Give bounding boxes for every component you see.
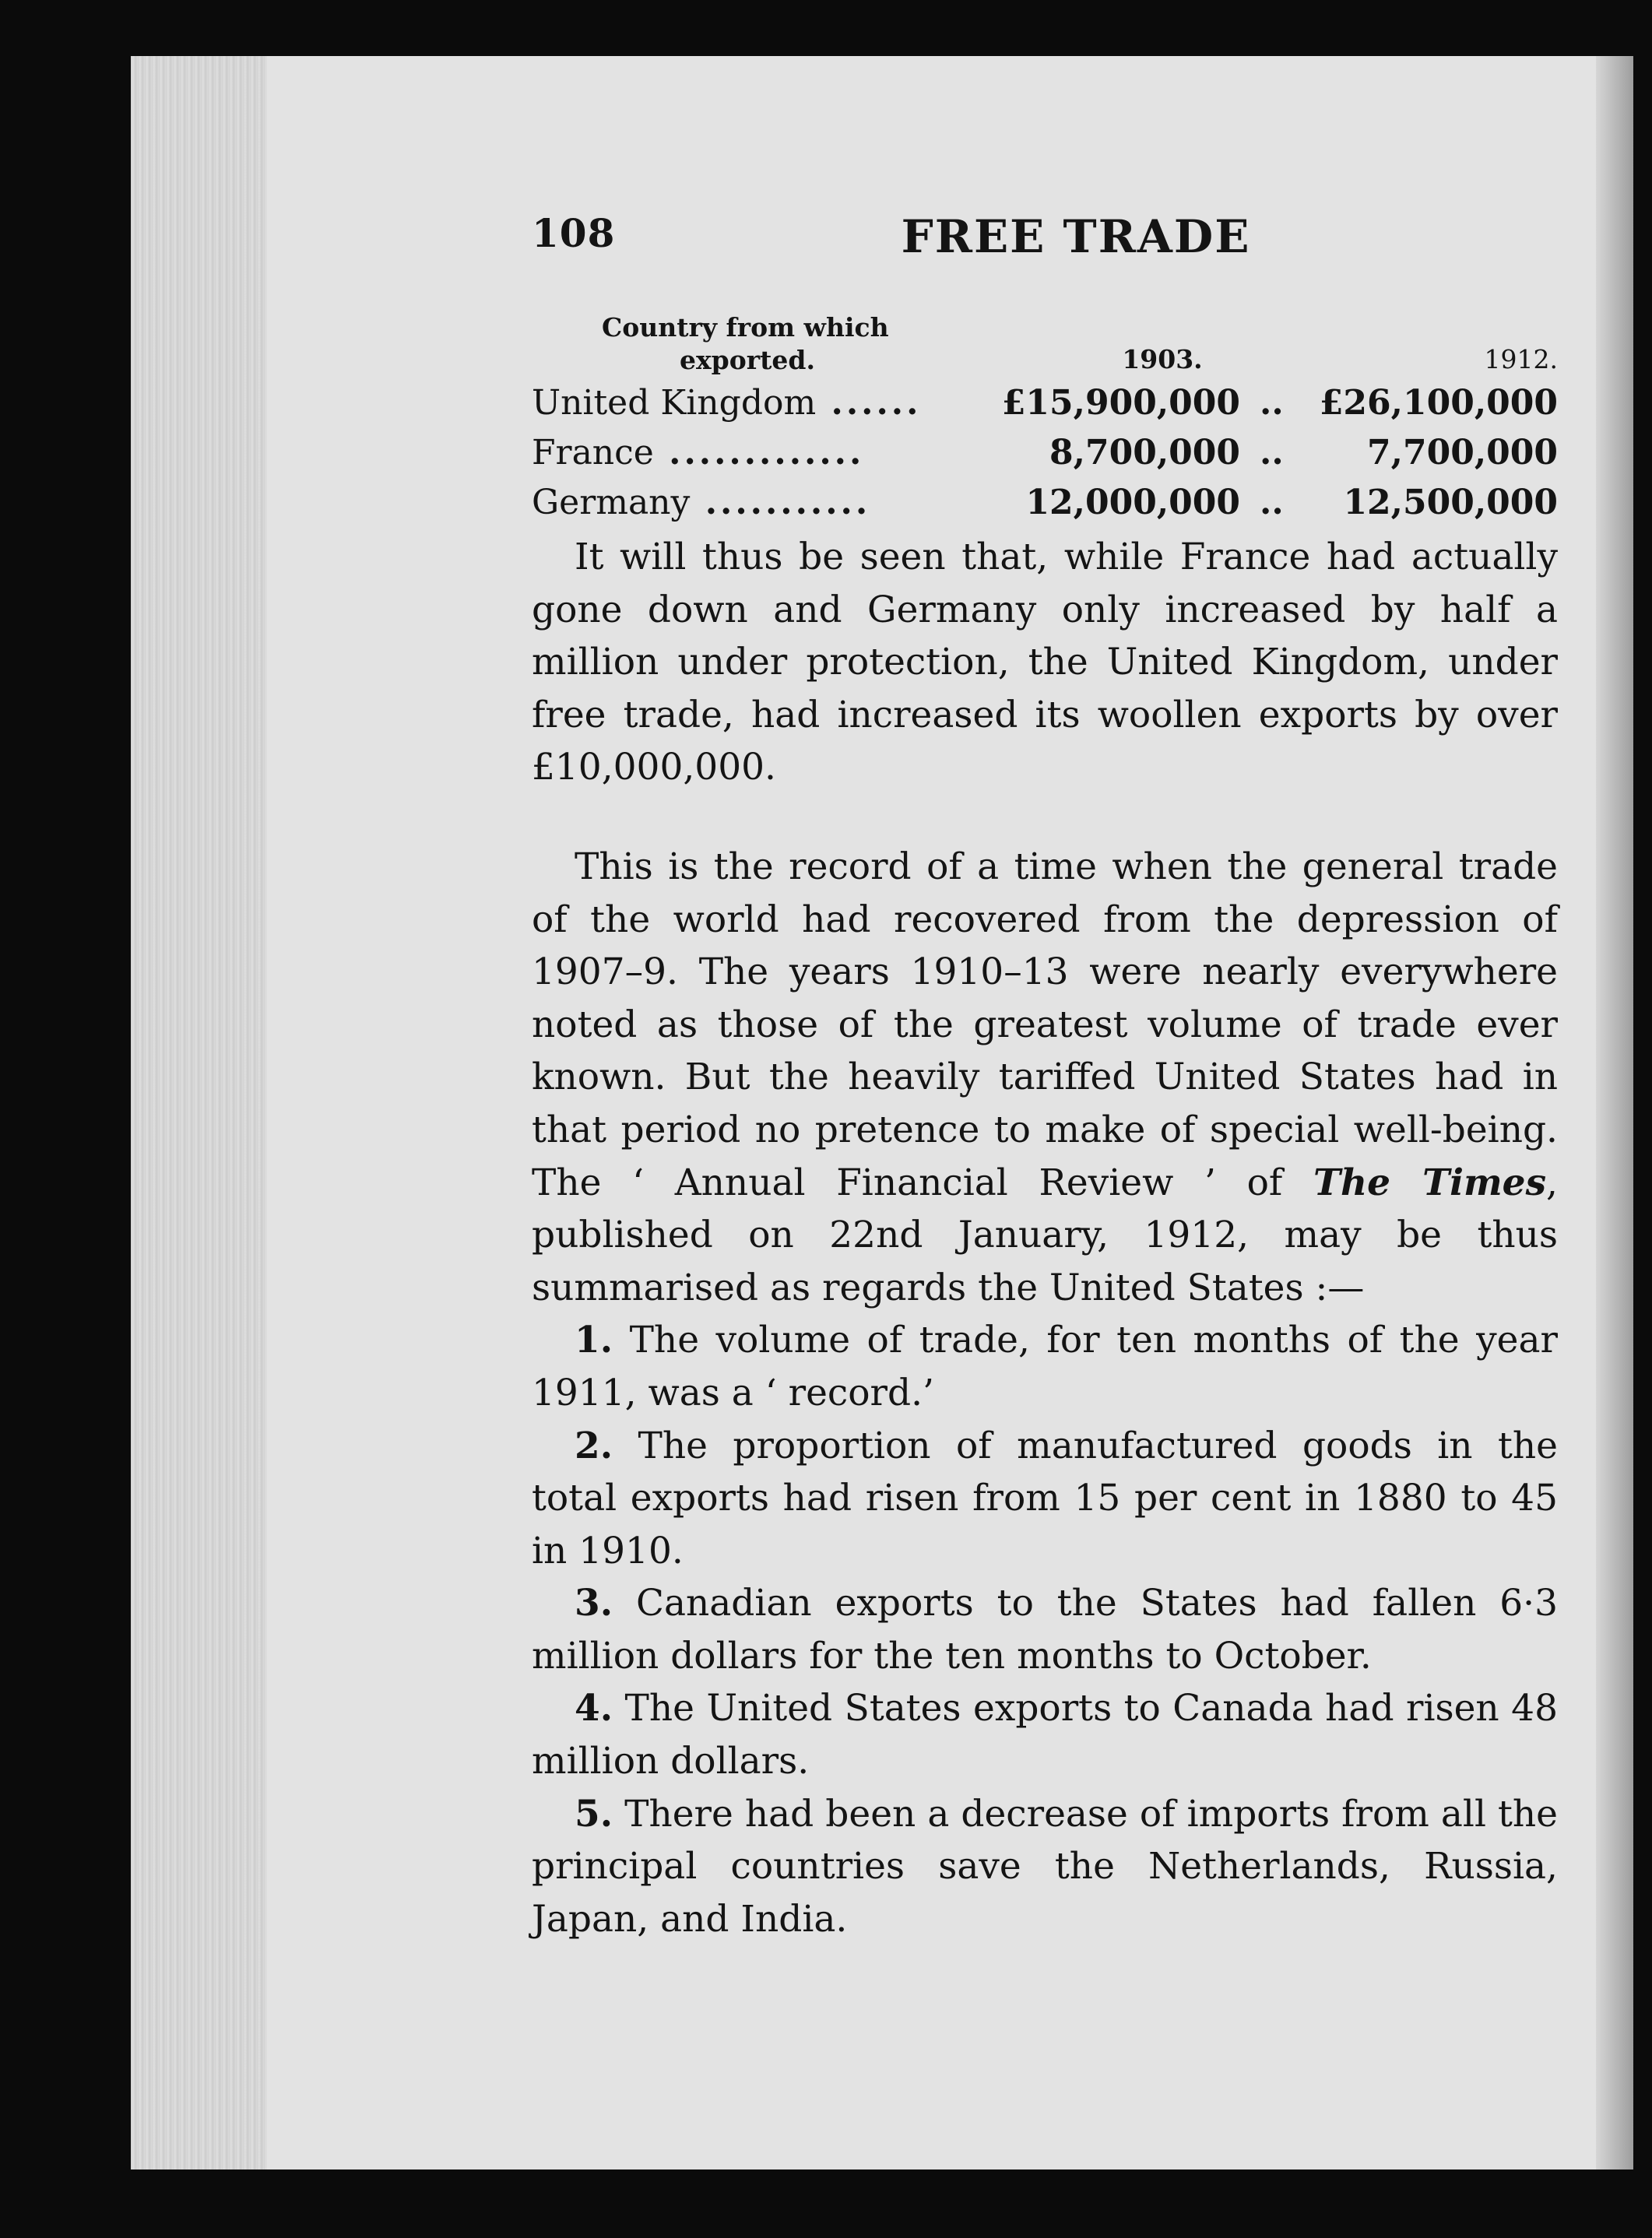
item-text: The United States exports to Canada had risen 48 million dollars. [532,1687,1558,1783]
row-value-1903: £15,900,000 [1001,383,1240,423]
row-value-1912: 12,500,000 [1343,483,1558,522]
row-value-1912: 7,700,000 [1367,433,1558,473]
table-row [532,428,1558,478]
running-head [532,210,1558,265]
table-row [532,478,1558,528]
numbered-item [532,1420,1558,1578]
column-header-country-line2: exported. [680,345,815,375]
row-value-1912: £26,100,000 [1319,383,1558,423]
column-header-country [602,311,929,377]
row-value-1903: 12,000,000 [1025,483,1240,522]
column-header-1903: 1903. [1122,344,1203,374]
running-title: FREE TRADE [901,210,1251,263]
numbered-item [532,1788,1558,1946]
newspaper-title: The Times [1313,1161,1547,1204]
gutter-shadow [1596,56,1633,2169]
item-number: 1. [575,1319,613,1362]
column-header-country-line1: Country from which [602,312,889,343]
numbered-item [532,1577,1558,1682]
paragraph-text: , published on 22nd January, 1912, may be thus summarised as regards the United States :— [532,1161,1558,1309]
paragraph-record-of-trade [532,841,1558,1314]
row-country: France [532,433,654,473]
item-text: The volume of trade, for ten months of the year 1911, was a ‘ record.’ [532,1319,1558,1414]
table-header-row [532,311,1558,378]
numbered-item [532,1314,1558,1419]
row-separator: .. [1260,433,1284,473]
text-block [532,210,1558,1945]
numbered-item [532,1682,1558,1787]
page-number: 108 [532,210,616,256]
column-header-1912: 1912. [1484,344,1558,374]
dot-leader: ............. [653,433,865,473]
item-number: 3. [575,1582,613,1625]
item-number: 4. [575,1687,613,1730]
item-number: 2. [575,1424,613,1467]
dot-leader: ...... [816,383,922,423]
page-edge-shading [131,56,267,2169]
item-text: Canadian exports to the States had fallen 6·3 million dollars for the ten months to October. [532,1582,1558,1678]
item-text: The proportion of manufactured goods in the total exports had risen from 15 per cent in 1880 to 45 in 1910. [532,1424,1558,1572]
paragraph-text: This is the record of a time when the general trade of the world had recovered from the depression of 1907–9. The years 1910–13 were nearly everywhere noted as those of the greatest volume of trade ever known. But the heavily tariffed United States had in that period no pretence to make of special well-being. The ‘ Annual Financial Review ’ of [532,845,1558,1204]
item-text: There had been a decrease of imports from all the principal countries save the Netherlands, Russia, Japan, and India. [532,1792,1558,1941]
row-country: Germany [532,483,691,522]
paragraph-woollen-exports: It will thus be seen that, while France had actually gone down and Germany only increased by half a million under protection, the United Kingdom, under free trade, had increased its woollen exports by over £10,000,000. [532,536,1558,789]
row-country: United Kingdom [532,383,817,423]
item-number: 5. [575,1792,613,1836]
row-value-1903: 8,700,000 [1049,433,1240,473]
table-row [532,378,1558,428]
export-table [532,311,1558,528]
row-separator: .. [1260,483,1284,522]
row-separator: .. [1260,383,1284,423]
dot-leader: ........... [690,483,871,522]
